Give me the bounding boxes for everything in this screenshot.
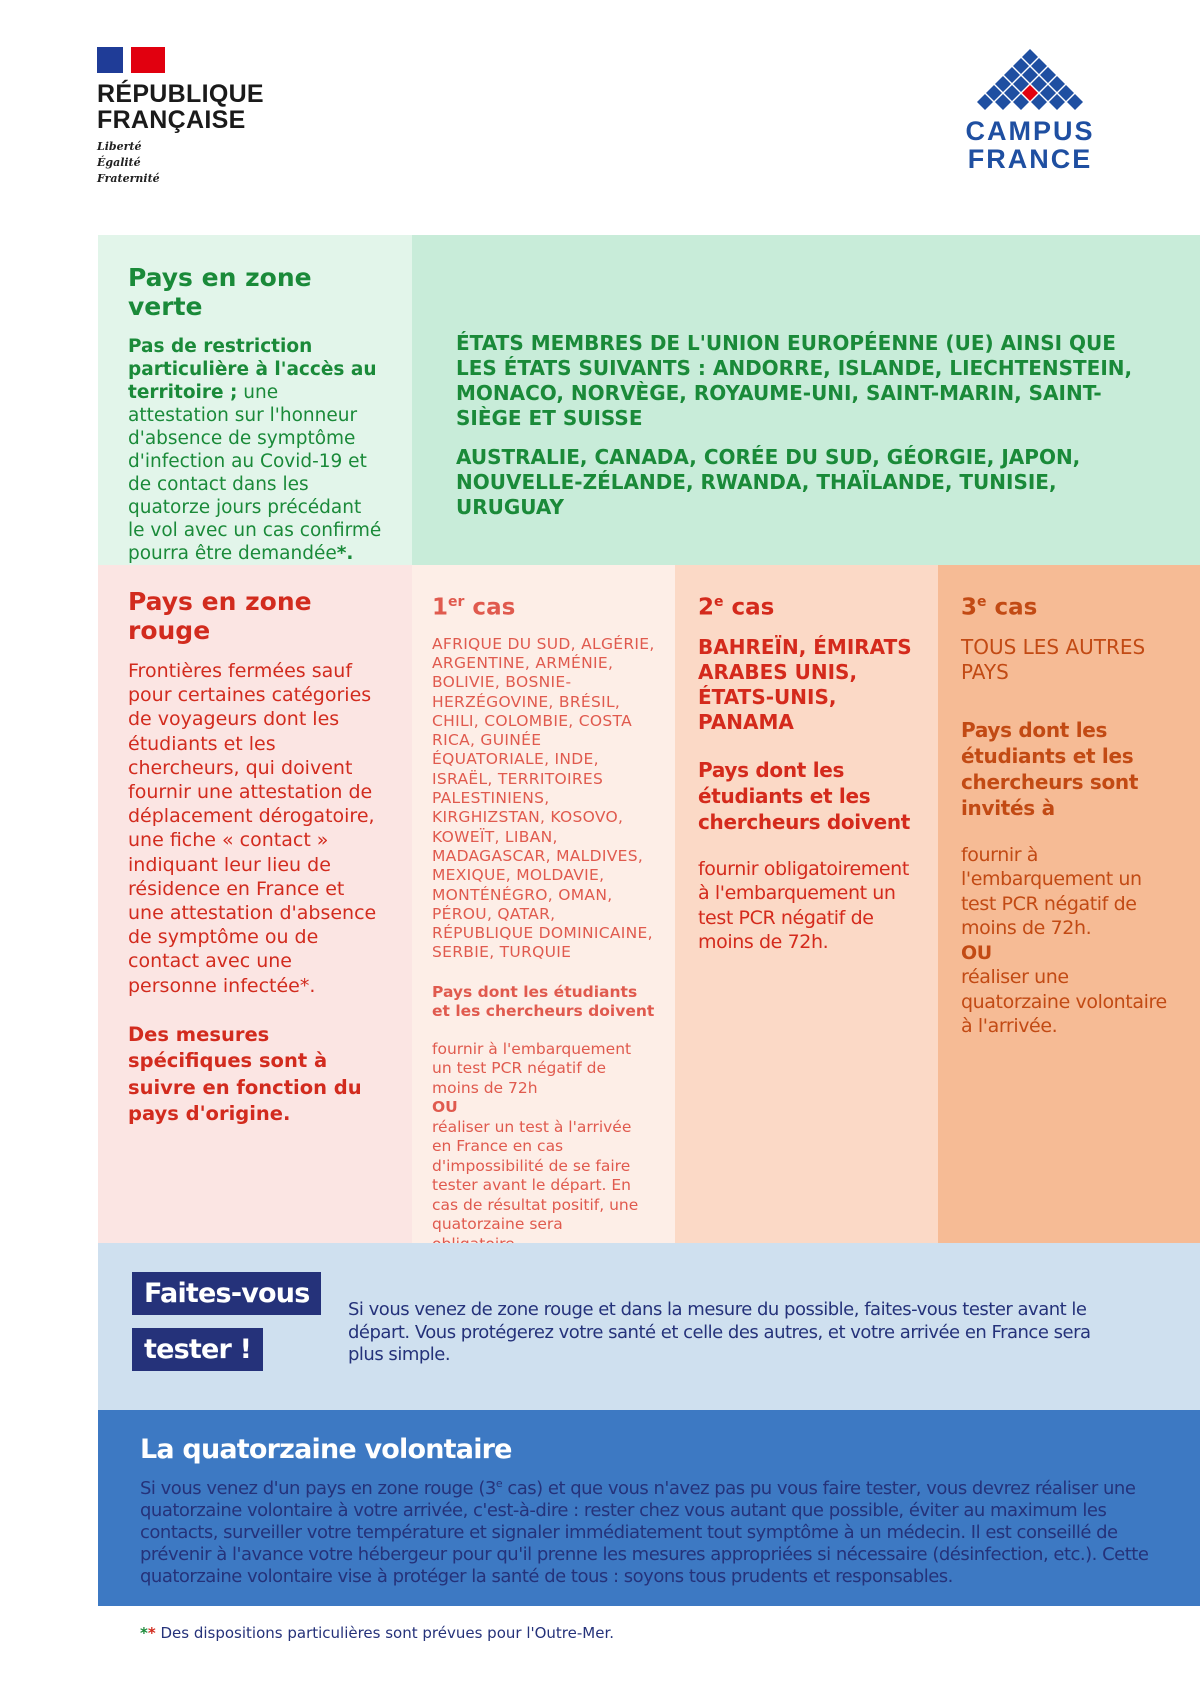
case-3-countries: TOUS LES AUTRES PAYS xyxy=(961,634,1146,684)
green-zone-title: Pays en zone verte xyxy=(128,263,312,321)
green-countries-1: ÉTATS MEMBRES DE L'UNION EUROPÉENNE (UE) AINSI QUE LES ÉTATS SUIVANTS : ANDORRE, ISLANDE, LIECHTENSTEIN, MONACO, NORVÈGE, ROYAUME-UNI, SAINT-MARIN, SAINT-SIÈGE ET SUISSE xyxy=(456,331,1133,430)
case-3-or: OU xyxy=(961,941,992,964)
case-1-option-1: fournir à l'embarquement un test PCR négatif de moins de 72h xyxy=(432,1039,632,1097)
case-3-lead: Pays dont les étudiants et les chercheurs sont invités à xyxy=(961,717,1139,820)
case-1-column xyxy=(412,565,675,1243)
green-zone-countries xyxy=(412,235,1200,565)
case-2-title: 2e cas xyxy=(698,594,775,621)
republique-francaise-logo xyxy=(97,47,297,187)
case-2-body: fournir obligatoirement à l'embarquement un test PCR négatif de moins de 72h. xyxy=(698,857,909,954)
cf-name: CAMPUS FRANCE xyxy=(965,116,1095,174)
rf-name: RÉPUBLIQUE FRANÇAISE xyxy=(97,80,264,134)
case-1-lead: Pays dont les étudiants et les chercheurs doivent xyxy=(432,982,655,1021)
case-3-body xyxy=(961,843,1179,1039)
rf-motto: Liberté Égalité Fraternité xyxy=(97,140,160,185)
test-band xyxy=(98,1243,1200,1410)
case-3-option-1: fournir à l'embarquement un test PCR négatif de moins de 72h. xyxy=(961,843,1142,940)
case-2-column xyxy=(675,565,938,1243)
quarantine-text: Si vous venez d'un pays en zone rouge (3e cas) et que vous n'avez pas pu vous faire tester, vous devrez réaliser une quatorzaine volontaire à votre arrivée, c'est-à-dire : rester chez vous autant que possible, éviter au maximum les contacts, surveiller votre température et signaler immédiatement tout symptôme à un médecin. Il est conseillé de prévenir à l'avance votre hébergeur pour qu'il prenne les mesures appropriées si nécessaire (désinfection, etc.). Cette quatorzaine volontaire vise à protéger la santé de tous : soyons tous prudents et responsables. xyxy=(140,1477,1149,1587)
green-zone-text xyxy=(128,335,382,565)
red-zone-info xyxy=(98,565,412,1243)
case-3-column xyxy=(938,565,1200,1243)
case-3-title: 3e cas xyxy=(961,594,1038,621)
footnote: ** Des dispositions particulières sont prévues pour l'Outre-Mer. xyxy=(140,1624,615,1642)
quarantine-band xyxy=(98,1410,1200,1606)
case-1-countries: AFRIQUE DU SUD, ALGÉRIE, ARGENTINE, ARMÉNIE, BOLIVIE, BOSNIE-HERZÉGOVINE, BRÉSIL, CHILI, COLOMBIE, COSTA RICA, GUINÉE ÉQUATORIALE, INDE, ISRAËL, TERRITOIRES PALESTINIENS, KIRGHIZSTAN, KOSOVO, KOWEÏT, LIBAN, MADAGASCAR, MALDIVES, MEXIQUE, MOLDAVIE, MONTÉNÉGRO, OMAN, PÉROU, QATAR, RÉPUBLIQUE DOMINICAINE, SERBIE, TURQUIE xyxy=(432,634,655,962)
green-zone-star: *. xyxy=(336,543,354,564)
red-zone-title: Pays en zone rouge xyxy=(128,587,312,645)
case-1-or: OU xyxy=(432,1098,458,1117)
quarantine-title: La quatorzaine volontaire xyxy=(140,1434,512,1465)
green-zone-intro-bold: Pas de restriction particulière à l'accès au territoire ; xyxy=(128,336,377,403)
case-2-countries: BAHREÏN, ÉMIRATS ARABES UNIS, ÉTATS-UNIS, PANAMA xyxy=(698,634,912,734)
test-tag-2: tester ! xyxy=(132,1328,263,1371)
case-1-option-2: réaliser un test à l'arrivée en France en cas d'impossibilité de se faire tester avant le départ. En cas de résultat positif, une quatorzaine sera xyxy=(432,1117,639,1234)
red-zone-text: Frontières fermées sauf pour certaines catégories de voyageurs dont les étudiants et les chercheurs, qui doivent fournir une attestation de déplacement dérogatoire, une fiche « contact » indiquant leur lieu de résidence en France et une attestation d'absence de symptôme ou de contact avec une personne infectée*. xyxy=(128,660,377,997)
case-2-lead: Pays dont les étudiants et les chercheurs doivent xyxy=(698,757,911,834)
french-flag-icon xyxy=(97,47,165,73)
campus-france-diamond-icon xyxy=(965,47,1095,115)
campus-france-logo xyxy=(960,47,1100,173)
green-zone-intro-text: une attestation sur l'honneur d'absence de symptôme d'infection au Covid-19 et de contact dans les quatorze jours précédant le vol avec un cas confirmé pourra être demandée xyxy=(128,382,382,564)
case-1-title: 1er cas xyxy=(432,594,516,621)
case-1-body xyxy=(432,1040,655,1255)
test-text: Si vous venez de zone rouge et dans la mesure du possible, faites-vous tester avant le départ. Vous protégerez votre santé et celle des autres, et votre arrivée en France sera plus simple. xyxy=(348,1299,1091,1365)
red-zone-note: Des mesures spécifiques sont à suivre en fonction du pays d'origine. xyxy=(128,1022,362,1126)
test-tag-1: Faites-vous xyxy=(132,1272,321,1315)
case-3-option-2: réaliser une quatorzaine volontaire à l'arrivée. xyxy=(961,966,1167,1038)
green-countries-2: AUSTRALIE, CANADA, CORÉE DU SUD, GÉORGIE, JAPON, NOUVELLE-ZÉLANDE, RWANDA, THAÏLANDE, TUNISIE, URUGUAY xyxy=(456,445,1081,519)
green-zone-info xyxy=(98,235,412,565)
